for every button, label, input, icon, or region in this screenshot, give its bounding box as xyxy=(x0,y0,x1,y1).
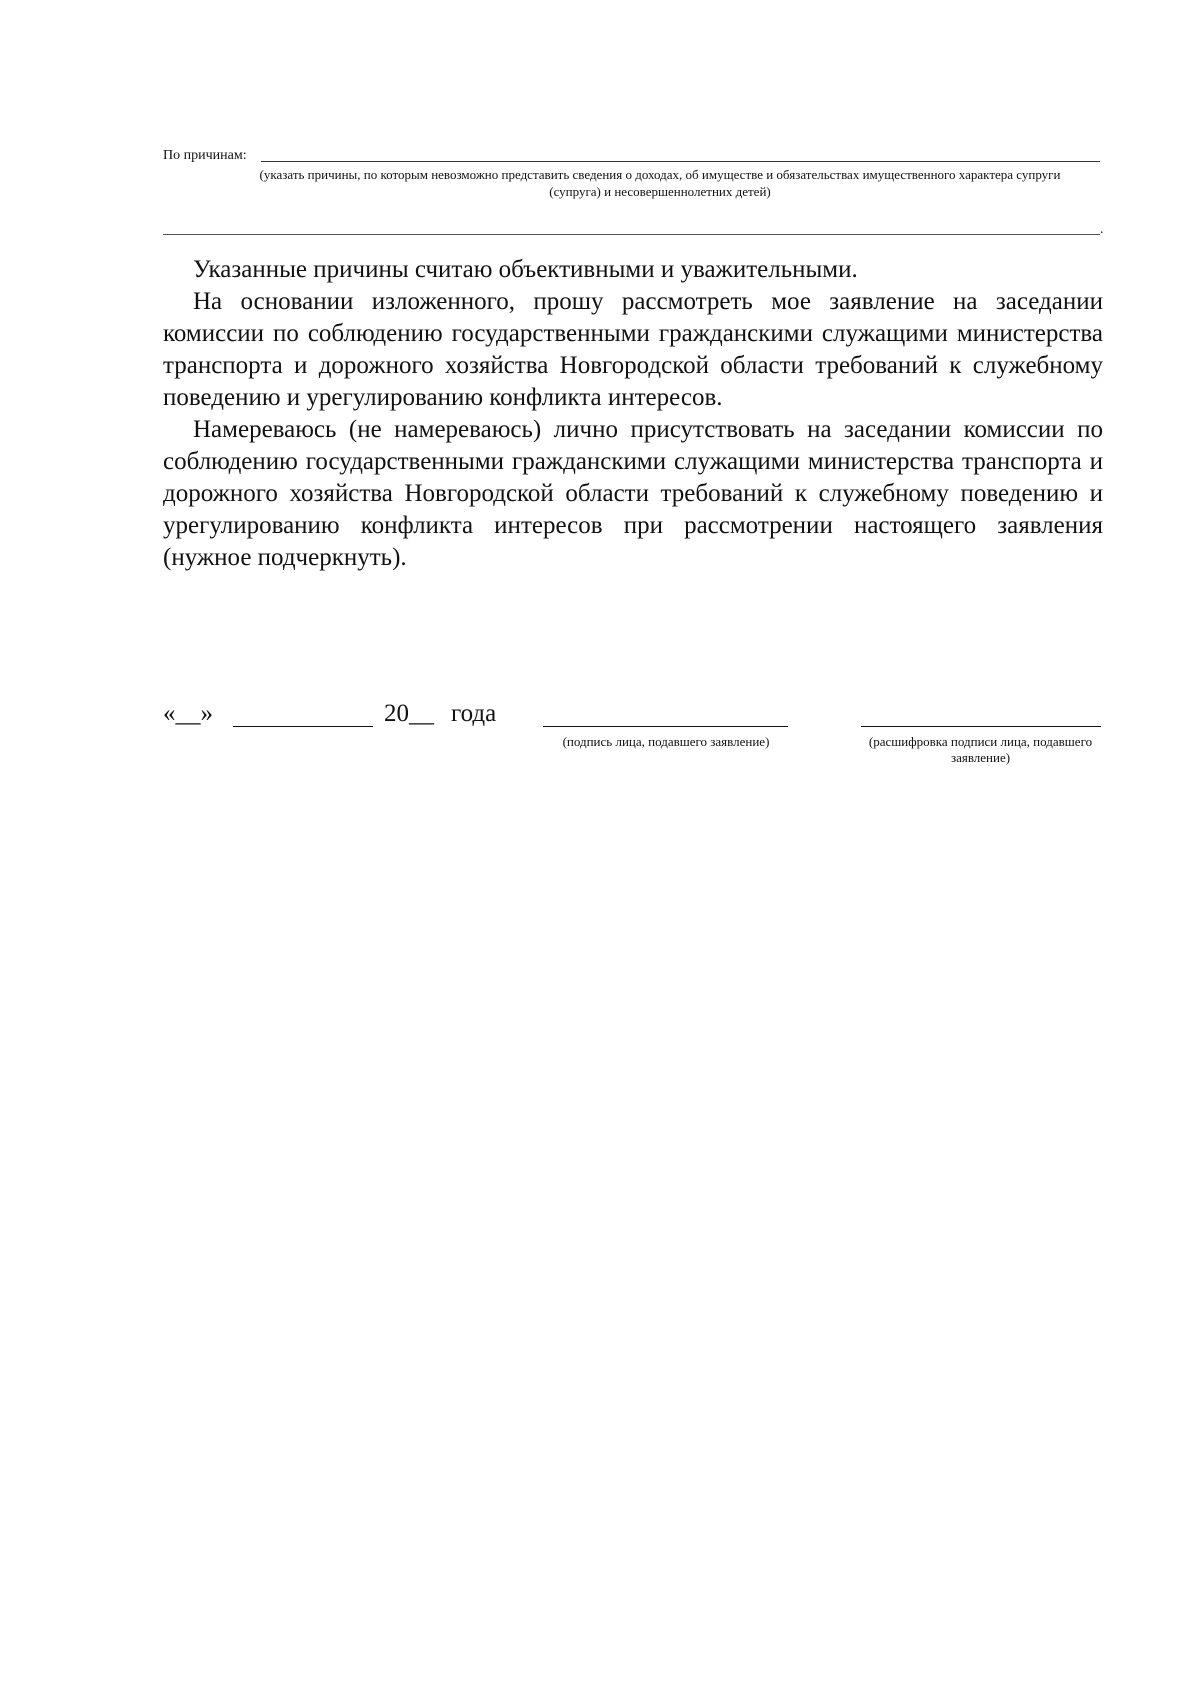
signature-decode-line xyxy=(861,726,1101,727)
reasons-row xyxy=(163,147,1100,167)
reasons-label: По причинам: xyxy=(163,147,251,165)
reasons-fill-line xyxy=(261,161,1100,162)
signature-block xyxy=(163,700,1103,765)
year-label: года xyxy=(451,700,497,727)
signature-decode-caption: (расшифровка подписи лица, подавшего заявление) xyxy=(868,734,1093,765)
reasons-fill-line-2 xyxy=(163,234,1100,235)
signature-caption: (подпись лица, подавшего заявление) xyxy=(562,734,770,749)
statement-body xyxy=(163,254,1103,574)
date-month-line xyxy=(233,726,373,727)
paragraph-request: На основании изложенного, прошу рассмотреть мое заявление на заседании комиссии по соблюдению государственными гражданскими служащими министерства транспорта и дорожного хозяйства Новгородской области требований к служебному поведению и урегулированию конфликта интересов. xyxy=(163,288,1103,411)
paragraph-attendance: Намереваюсь (не намереваюсь) лично присутствовать на заседании комиссии по соблюдению государственными гражданскими служащими министерства транспорта и дорожного хозяйства Новгородской области требований к служебному поведению и урегулированию конфликта интересов при рассмотрении настоящего заявления (нужное подчеркнуть). xyxy=(163,416,1103,571)
paragraph-reasons-valid: Указанные причины считаю объективными и уважительными. xyxy=(193,256,858,283)
date-year-field: 20__ xyxy=(384,700,434,727)
reasons-hint: (указать причины, по которым невозможно представить сведения о доходах, об имуществе и обязательствах имущественного характера супруги (супруга) и несовершеннолетних детей) xyxy=(259,167,1061,199)
reasons-line-end: . xyxy=(1100,222,1104,237)
signature-line xyxy=(543,726,788,727)
date-day-field: «__» xyxy=(163,700,213,727)
